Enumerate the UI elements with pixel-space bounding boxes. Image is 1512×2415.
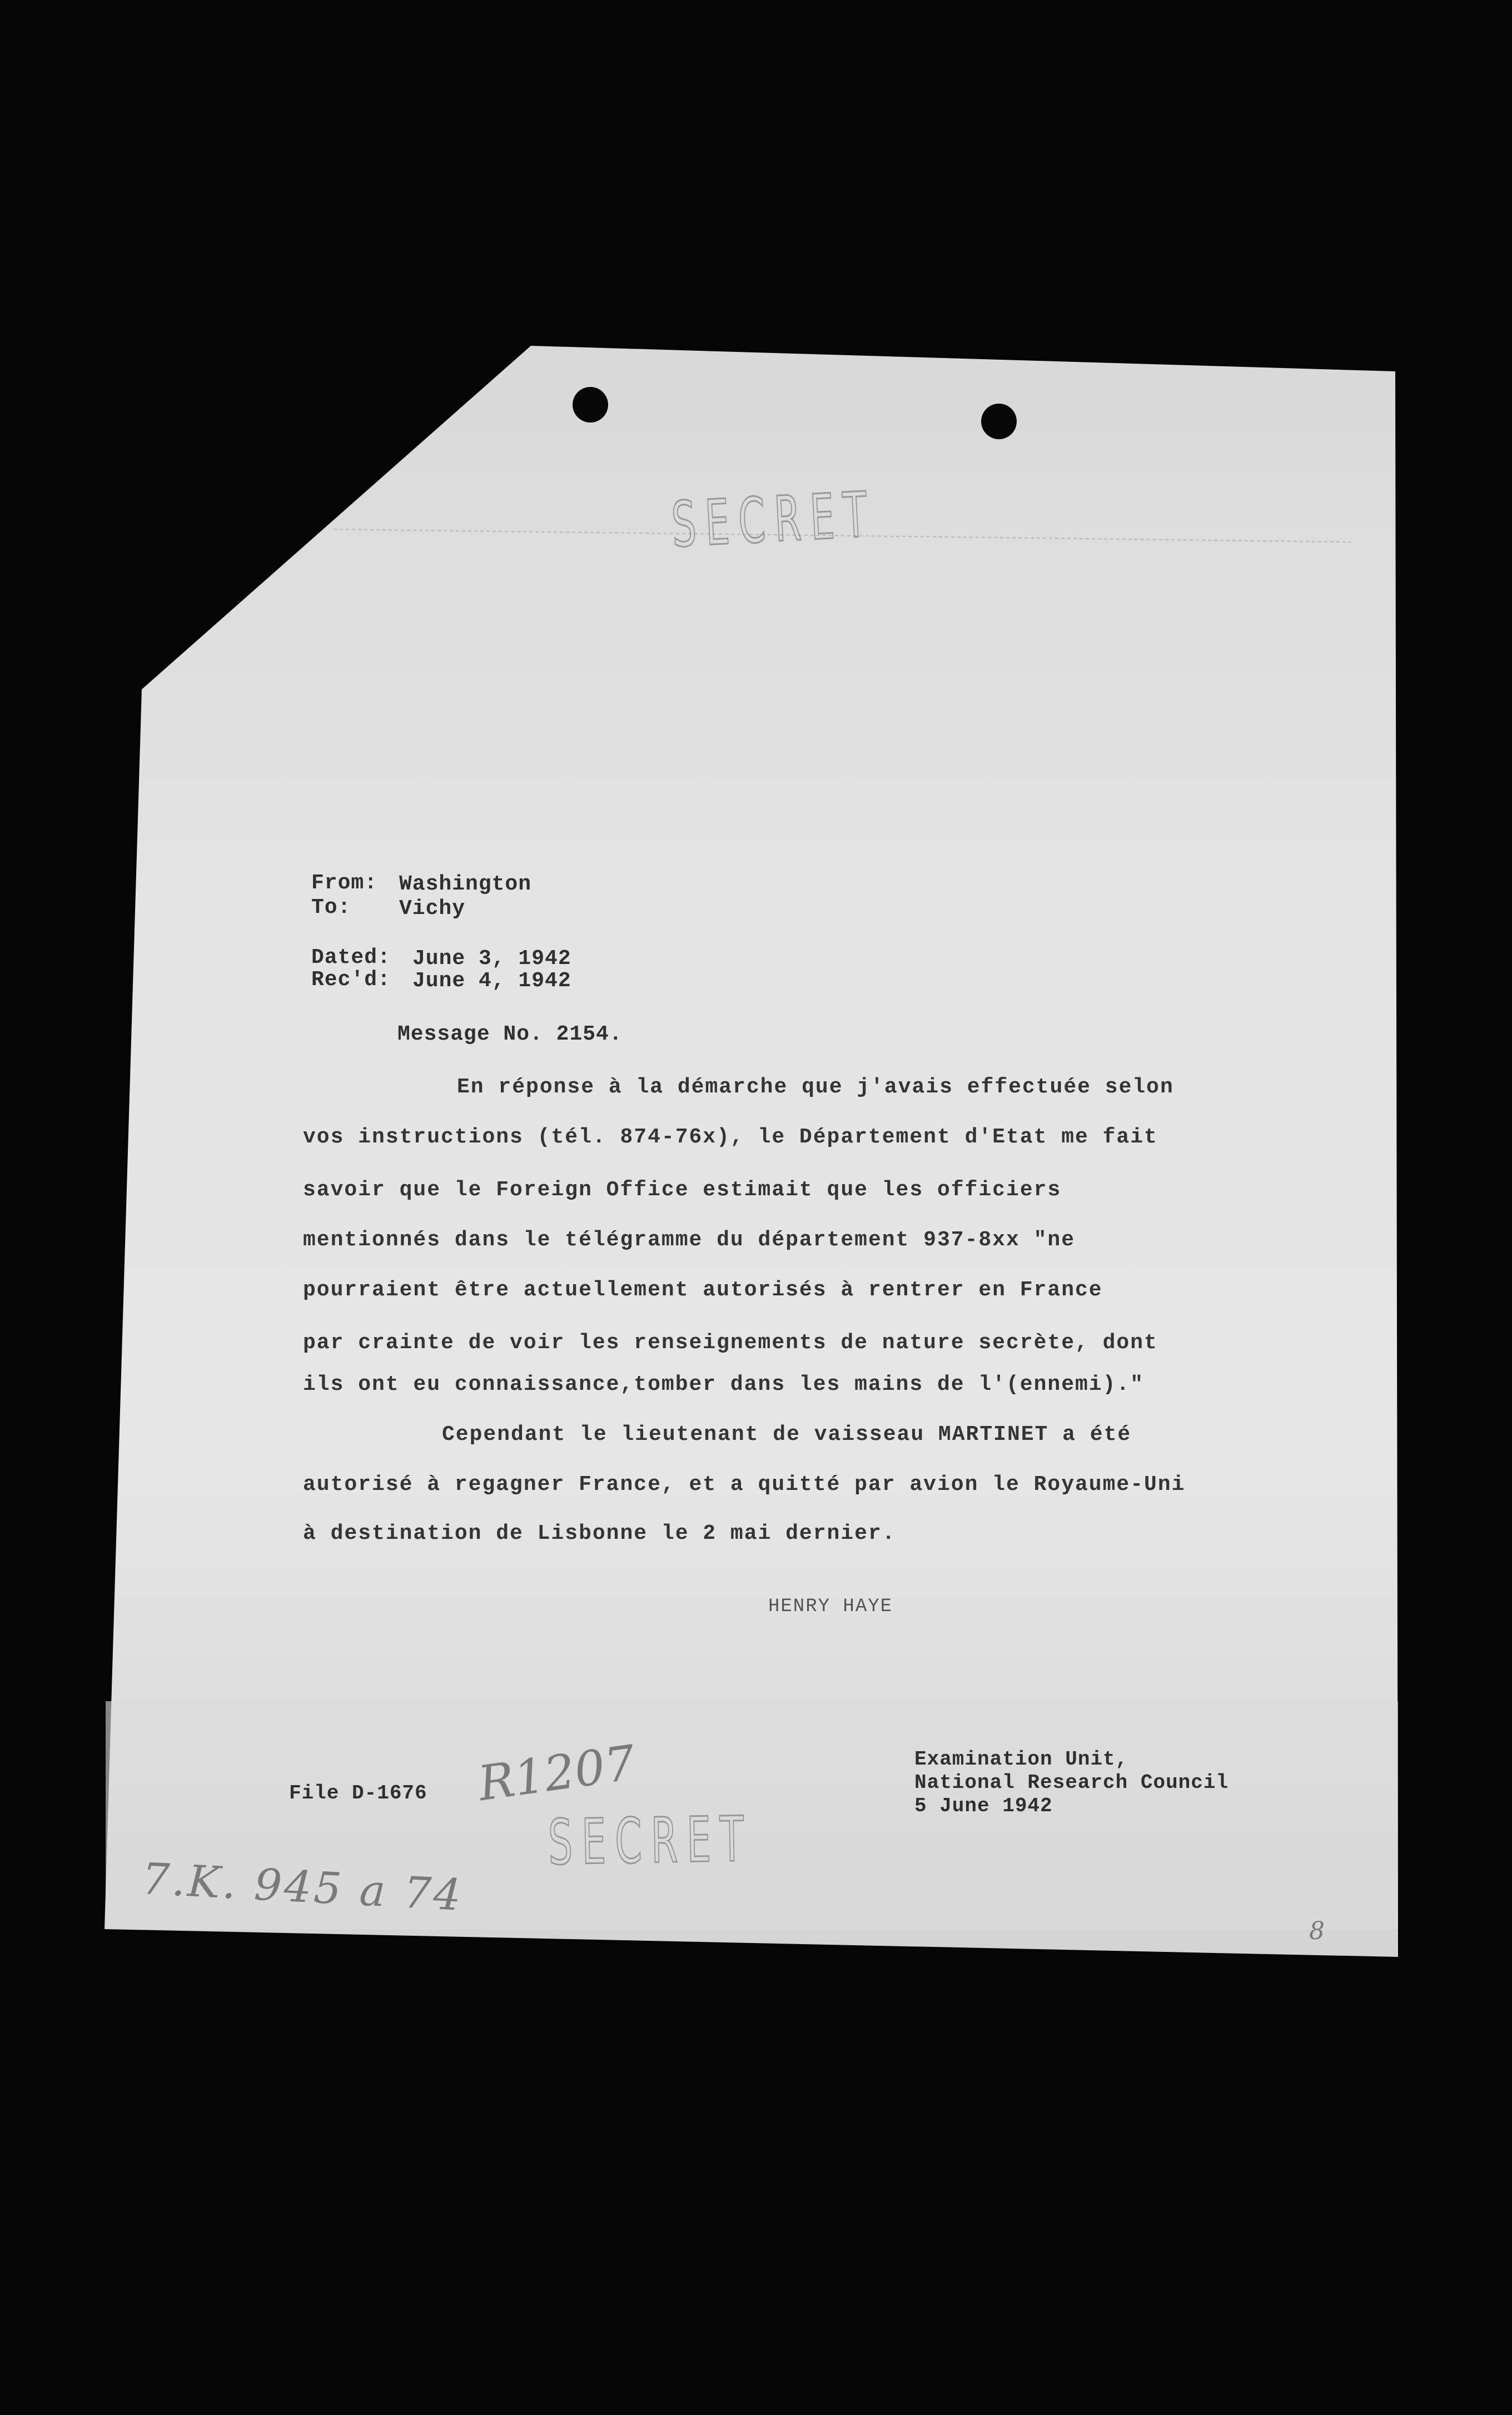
body-line: pourraient être actuellement autorisés à rentrer en France — [303, 1278, 1103, 1302]
body-line: Cependant le lieutenant de vaisseau MARTINET a été — [442, 1423, 1132, 1447]
secret-stamp-top: SECRET — [670, 478, 878, 561]
body-line: par crainte de voir les renseignements de nature secrète, dont — [303, 1331, 1158, 1355]
signature-name: HENRY HAYE — [768, 1596, 893, 1617]
body-line: vos instructions (tél. 874-76x), le Département d'Etat me fait — [303, 1125, 1158, 1149]
message-number: Message No. 2154. — [397, 1022, 623, 1046]
body-line: autorisé à regagner France, et a quitté par avion le Royaume-Uni — [303, 1473, 1186, 1497]
body-line: ils ont eu connaissance,tomber dans les mains de l'(ennemi)." — [303, 1373, 1145, 1397]
punch-hole-left — [573, 387, 608, 423]
to-value: Vichy — [399, 897, 466, 921]
body-line: à destination de Lisbonne le 2 mai dernier. — [303, 1522, 896, 1546]
punch-hole-right — [981, 404, 1017, 439]
recd-value: June 4, 1942 — [412, 969, 571, 993]
from-value: Washington — [399, 872, 532, 896]
body-line: mentionnés dans le télégramme du département 937-8xx "ne — [303, 1228, 1076, 1252]
to-label: To: — [311, 896, 351, 920]
body-line: En réponse à la démarche que j'avais effectuée selon — [457, 1075, 1174, 1099]
file-reference: File D-1676 — [289, 1782, 427, 1805]
examiner-line-1: Examination Unit, — [914, 1748, 1128, 1771]
body-line: savoir que le Foreign Office estimait que les officiers — [303, 1178, 1062, 1202]
examiner-line-3: 5 June 1942 — [914, 1795, 1053, 1817]
examiner-line-2: National Research Council — [914, 1771, 1229, 1794]
from-label: From: — [311, 871, 378, 895]
handwritten-ref-bottom: 7.K. 945 a 74 — [141, 1854, 465, 1921]
secret-stamp-bottom: SECRET — [548, 1803, 753, 1879]
dated-label: Dated: — [311, 946, 391, 970]
dated-value: June 3, 1942 — [412, 947, 571, 971]
handwritten-corner-mark: 8 — [1309, 1917, 1325, 1945]
recd-label: Rec'd: — [311, 968, 391, 992]
handwritten-ref-top: R1207 — [475, 1735, 639, 1812]
